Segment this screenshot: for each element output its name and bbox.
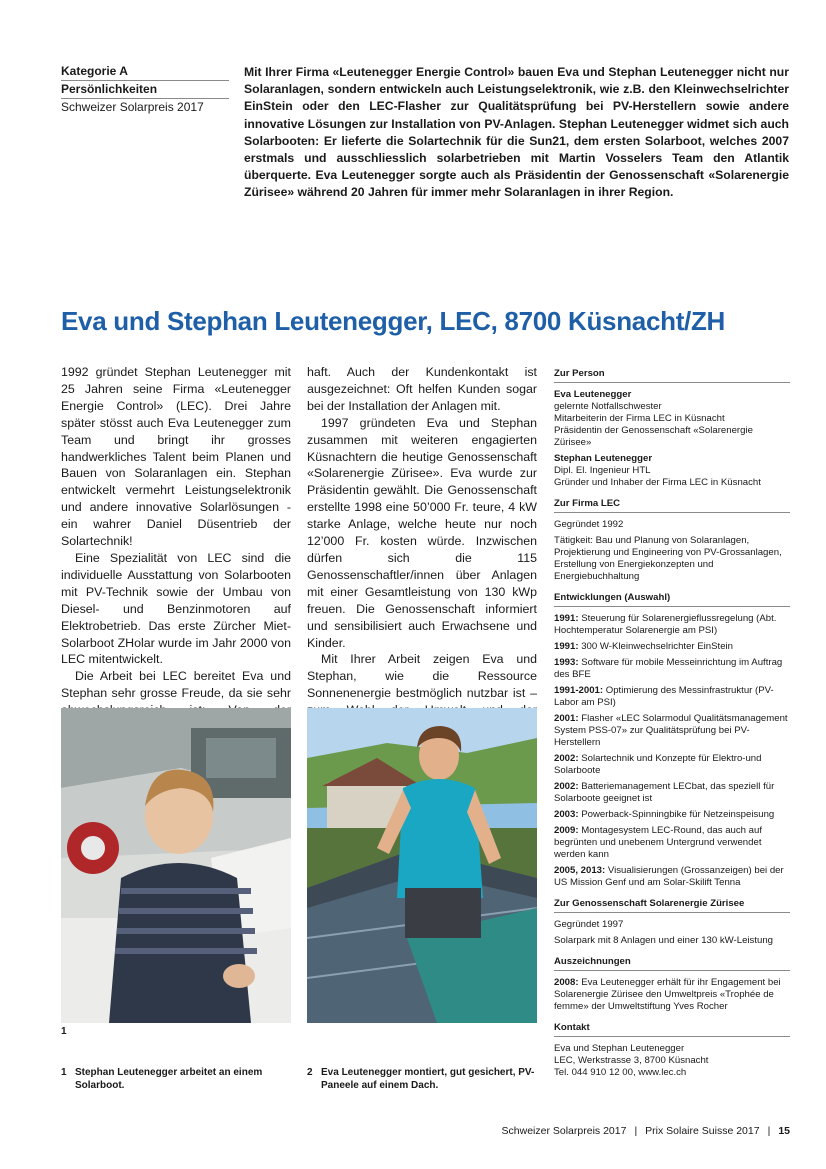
body-paragraph: 1992 gründet Stephan Leutenegger mit 25 Jahren seine Firma «Leutenegger Energie Control» (LEC). Drei Jahre später stösst auch Eva Leutenegger zum Team und bringt ihr grosses handwerkliches Talent beim Planen und Bauen von Solaranlagen ein. Stephan entwickelt vermehrt Leistungselektronik und andere innovative Solarlösungen - ein wahrer Daniel Düsentrieb der Solartechnik!	[61, 365, 291, 549]
subcategory-label: Persönlichkeiten	[61, 82, 229, 99]
person-name: Eva Leutenegger	[554, 389, 632, 400]
contact-line: Eva und Stephan Leutenegger	[554, 1043, 685, 1054]
person-detail: Dipl. El. Ingenieur HTL	[554, 465, 651, 476]
dev-item	[554, 809, 790, 821]
dev-year: 1991:	[554, 641, 579, 652]
person-name: Stephan Leutenegger	[554, 453, 653, 464]
page-footer	[502, 1125, 790, 1137]
dev-item	[554, 641, 790, 653]
photo-stephan-solarboat	[61, 708, 291, 1023]
figure-caption-2	[307, 1066, 535, 1092]
photo-eva-roof	[307, 708, 537, 1023]
page-title: Eva und Stephan Leutenegger, LEC, 8700 Küsnacht/ZH	[61, 306, 726, 336]
dev-text: Software für mobile Messeinrichtung im Auftrag des BFE	[554, 657, 783, 680]
dev-text: Optimierung des Messinfrastruktur (PV-Labor am PSI)	[554, 685, 774, 708]
dev-item	[554, 753, 790, 777]
dev-year: 1991-2001:	[554, 685, 604, 696]
footer-separator: |	[767, 1125, 771, 1137]
dev-text: Solartechnik und Konzepte für Elektro-und Solarboote	[554, 753, 762, 776]
dev-text: Visualisierungen (Grossanzeigen) bei der US Mission Genf und am Solar-Skilift Tenna	[554, 865, 784, 888]
dev-item	[554, 657, 790, 681]
dev-item	[554, 825, 790, 861]
info-sidebar	[554, 368, 790, 1088]
person-detail: Gründer und Inhaber der Firma LEC in Küsnacht	[554, 477, 761, 488]
footer-separator: |	[634, 1125, 638, 1137]
dev-item	[554, 865, 790, 889]
section-heading: Auszeichnungen	[554, 956, 790, 971]
caption-text: Eva Leutenegger montiert, gut gesichert, PV-Paneele auf einem Dach.	[321, 1067, 535, 1091]
award-year: 2008:	[554, 977, 579, 988]
section-firma	[554, 498, 790, 583]
figure-number: 1	[61, 1026, 67, 1037]
dev-item	[554, 613, 790, 637]
award-item	[554, 977, 790, 1013]
caption-number: 1	[61, 1067, 67, 1078]
section-heading: Kontakt	[554, 1022, 790, 1037]
dev-item	[554, 781, 790, 805]
contact-line: Tel. 044 910 12 00, www.lec.ch	[554, 1067, 687, 1078]
footer-publication: Schweizer Solarpreis 2017	[501, 1125, 627, 1137]
section-developments	[554, 592, 790, 889]
caption-number: 2	[307, 1067, 313, 1078]
body-paragraph: Die Arbeit bei LEC bereitet Eva und Stephan sehr grosse Freude, da sie sehr	[61, 669, 291, 701]
dev-year: 2009:	[554, 825, 579, 836]
contact-line: LEC, Werkstrasse 3, 8700 Küsnacht	[554, 1055, 709, 1066]
coop-park: Solarpark mit 8 Anlagen und einer 130 kW-Leistung	[554, 935, 774, 946]
page-number: 15	[778, 1125, 790, 1137]
body-paragraph: Eine Spezialität von LEC sind die individuelle Ausstattung von Solarbooten mit PV-Technik sowie der Umbau von Diesel- und Benzinmotoren auf Elektrobetrieb. Das erste Zürcher Miet-Solarboot ZHolar wurde im Jahr 2000 von LEC mitentwickelt.	[61, 550, 291, 667]
body-paragraph: Mit Ihrer Arbeit zeigen Eva und Stephan, wie die Ressource Sonnenenergie bestmöglich nutzbar ist –	[307, 652, 537, 701]
section-contact	[554, 1022, 790, 1079]
dev-year: 2003:	[554, 809, 579, 820]
category-label: Kategorie A	[61, 64, 229, 81]
dev-year: 1993:	[554, 657, 579, 668]
person-detail: gelernte Notfallschwester	[554, 401, 662, 412]
dev-text: Steuerung für Solarenergieflussregelung (Abt. Hochtemperatur Solarenergie am PSI)	[554, 613, 777, 636]
section-heading: Zur Firma LEC	[554, 498, 790, 513]
person-detail: Präsidentin der Genossenschaft «Solarenergie Zürisee»	[554, 425, 753, 448]
person-detail: Mitarbeiterin der Firma LEC in Küsnacht	[554, 413, 725, 424]
dev-text: 300 W-Kleinwechselrichter EinStein	[581, 641, 734, 652]
dev-year: 2002:	[554, 753, 579, 764]
body-column-2	[307, 364, 537, 736]
dev-item	[554, 685, 790, 709]
intro-paragraph: Mit Ihrer Firma «Leutenegger Energie Control» bauen Eva und Stephan Leutenegger nicht nur Solaranlagen, sondern entwickeln auch Leistungselektronik, wie z.B. den Kleinwechselrichter EinStein oder den LEC-Flasher zur Qualitätsprüfung bei PV-Herstellern sowie andere innovative Lösungen zur Installation von PV-Anlagen. Stephan Leutenegger widmet sich auch Solarbooten: Er lieferte die Solartechnik für die Sun21, dem ersten Solarboot, welches 2007 erstmals und ausschliesslich solarbetrieben mit Martin Vosselers Team den Atlantik überquerte. Eva Leutenegger sorgte auch als Präsidentin der Genossenschaft «Solarenergie Zürisee» während 20 Jahren für immer mehr Solaranlagen in ihrer Region.	[244, 65, 789, 200]
dev-item	[554, 713, 790, 749]
coop-founded: Gegründet 1997	[554, 919, 624, 930]
section-cooperative	[554, 898, 790, 947]
award-text: Eva Leutenegger erhält für ihr Engagement bei Solarenergie Zürisee den Umweltpreis «Trophée de femme» der Umweltstiftung Yves Rocher	[554, 977, 781, 1012]
dev-year: 2002:	[554, 781, 579, 792]
dev-year: 1991:	[554, 613, 579, 624]
category-block	[61, 64, 229, 115]
section-heading: Entwicklungen (Auswahl)	[554, 592, 790, 607]
section-heading: Zur Genossenschaft Solarenergie Zürisee	[554, 898, 790, 913]
dev-text: Montagesystem LEC-Round, das auch auf begrünten und unebenem Untergrund verwendet werden kann	[554, 825, 763, 860]
firma-activity: Tätigkeit: Bau und Planung von Solaranlagen, Projektierung und Engineering von PV-Grossanlagen, Erstellung von Energiekonzepten und Energiebuchhaltung	[554, 535, 782, 582]
award-label: Schweizer Solarpreis 2017	[61, 100, 204, 114]
dev-year: 2005, 2013:	[554, 865, 606, 876]
body-paragraph: haft. Auch der Kundenkontakt ist ausgezeichnet: Oft helfen Kunden sogar bei der Installation der Anlagen mit.	[307, 365, 537, 413]
body-paragraph: 1997 gründeten Eva und Stephan zusammen mit weiteren engagierten Küsnachtern die heutige Genossenschaft «Solarenergie Zürisee». Eva wurde zur Präsidentin gewählt. Die Genossenschaft erstellte 1998 eine 50’000 Fr. teure, 4 kW starke Anlage, welche heute nur noch 12’000 Fr. kosten würde. Inzwischen dürfen sich die 115 Genossenschaftler/innen über Anlagen mit einer Gesamtleistung von 130 kWp freuen. Die Genossenschaft informiert und sensibilisiert auch Erwachsene und Kinder.	[307, 415, 537, 650]
dev-text: Powerback-Spinningbike für Netzeinspeisung	[581, 809, 775, 820]
dev-text: Batteriemanagement LECbat, das speziell für Solarboote geeignet ist	[554, 781, 775, 804]
footer-publication-fr: Prix Solaire Suisse 2017	[645, 1125, 760, 1137]
caption-text: Stephan Leutenegger arbeitet an einem Solarboot.	[75, 1067, 263, 1091]
figure-caption-1	[61, 1066, 289, 1092]
dev-year: 2001:	[554, 713, 579, 724]
section-awards	[554, 956, 790, 1013]
section-person	[554, 368, 790, 489]
section-heading: Zur Person	[554, 368, 790, 383]
dev-text: Flasher «LEC Solarmodul Qualitätsmanagement System PSS-07» zur Qualitätsprüfung bei PV-Herstellern	[554, 713, 788, 748]
firma-founded: Gegründet 1992	[554, 519, 624, 530]
